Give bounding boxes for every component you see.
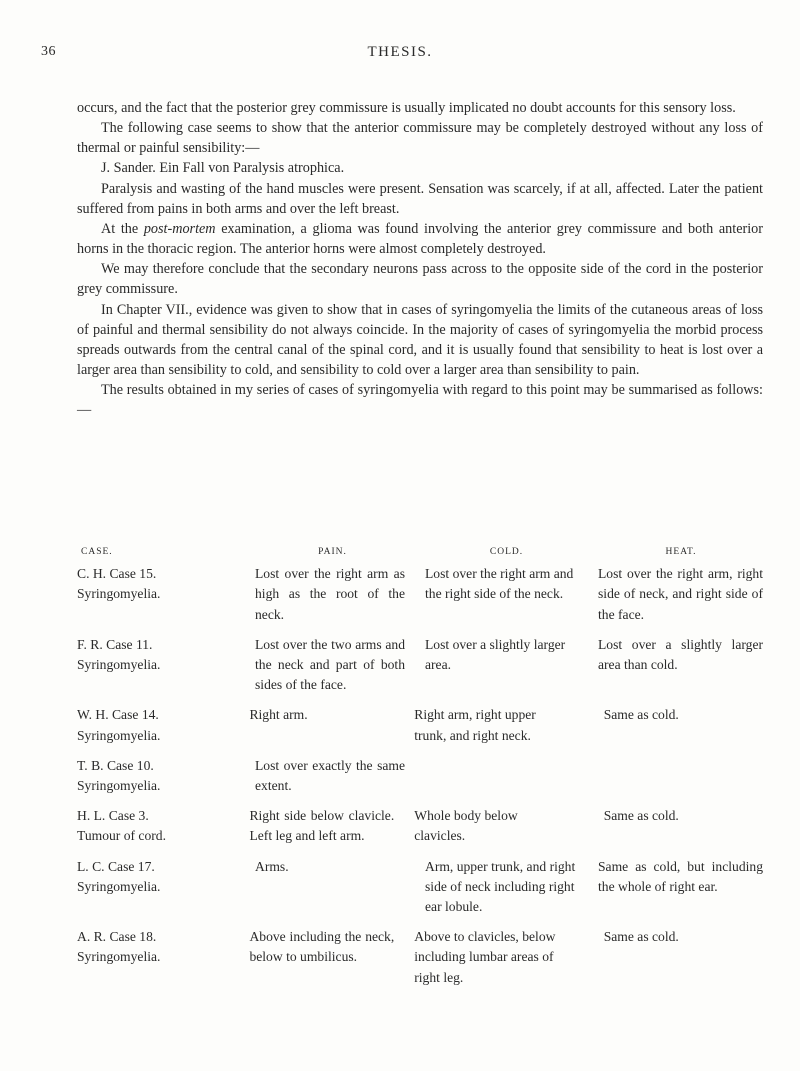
cold-cell: Right arm, right upper trunk, and right neck. — [414, 707, 536, 743]
cold-cell: Lost over the right arm and the right side of the neck. — [425, 566, 574, 602]
table-row — [77, 705, 763, 745]
italic-term: post-mortem — [143, 220, 216, 237]
case-id: T. B. Case 10. — [77, 757, 154, 773]
heat-cell — [598, 756, 763, 796]
case-cell — [77, 705, 231, 745]
table-row — [77, 756, 763, 796]
pain-cell: Right side below clavicle. Left leg and left arm. — [249, 808, 395, 844]
cold-cell: Above to clavicles, below including lumbar areas of right leg. — [414, 929, 556, 985]
heat-cell: Lost over a slightly larger area than cold. — [598, 636, 763, 673]
paragraph: We may therefore conclude that the secondary neurons pass across to the opposite side of the cord in the posterior grey commissure. — [77, 261, 763, 298]
heat-cell: Same as cold. — [603, 808, 679, 824]
paragraph: J. Sander. Ein Fall von Paralysis atrophica. — [101, 160, 345, 177]
heat-cell: Same as cold, but including the whole of right ear. — [598, 858, 763, 894]
results-table — [77, 542, 763, 998]
case-id: W. H. Case 14. — [77, 707, 159, 723]
case-id: L. C. Case 17. — [77, 858, 155, 874]
paragraph — [77, 219, 763, 259]
cold-cell: Arm, upper trunk, and right side of neck including right ear lobule. — [425, 858, 576, 915]
header-cold: COLD. — [489, 547, 524, 557]
case-id: C. H. Case 15. — [77, 566, 157, 582]
pain-cell: Right arm. — [249, 707, 308, 723]
case-cell — [77, 927, 231, 988]
case-cell — [77, 564, 237, 625]
case-id: H. L. Case 3. — [77, 808, 149, 824]
cold-cell — [425, 756, 585, 796]
paragraph: The following case seems to show that the anterior commissure may be completely destroyed without any loss of thermal or painful sensibility:— — [77, 120, 763, 157]
table-row — [77, 635, 763, 696]
heat-cell: Lost over the right arm, right side of neck, and right side of the face. — [598, 566, 763, 622]
case-diagnosis: Syringomyelia. — [77, 586, 161, 602]
case-diagnosis: Tumour of cord. — [77, 828, 166, 844]
case-diagnosis: Syringomyelia. — [77, 657, 161, 673]
paragraph: The results obtained in my series of cases of syringomyelia with regard to this point may be summarised as follows:— — [77, 382, 763, 419]
pain-cell: Lost over the right arm as high as the root of the neck. — [255, 566, 405, 622]
case-cell — [77, 756, 237, 796]
pain-cell: Arms. — [255, 858, 289, 874]
case-cell — [77, 857, 237, 918]
table-row — [77, 564, 763, 625]
paragraph: In Chapter VII., evidence was given to show that in cases of syringomyelia the limits of the cutaneous areas of loss of painful and thermal sensibility do not always coincide. In the majority of cases of syringomyelia the morbid process spreads outwards from the central canal of the spinal cord, and it is usually found that sensibility to heat is lost over a larger area than sensibility to cold, and sensibility to cold over a larger area than sensibility to pain. — [77, 301, 763, 379]
pain-cell: Above including the neck, below to umbilicus. — [249, 929, 395, 965]
case-diagnosis: Syringomyelia. — [77, 949, 161, 965]
paragraph-text: examination, a glioma was found involving the anterior grey commissure and both anterior horns in the thoracic region. The anterior horns were almost completely destroyed. — [77, 220, 763, 258]
table-row — [77, 806, 763, 846]
paragraph-text: At the — [101, 220, 144, 237]
running-head: THESIS. — [367, 44, 433, 60]
body-text — [77, 98, 763, 421]
case-diagnosis: Syringomyelia. — [77, 878, 161, 894]
heat-cell: Same as cold. — [603, 929, 679, 945]
case-diagnosis: Syringomyelia. — [77, 727, 161, 743]
case-id: F. R. Case 11. — [77, 636, 153, 652]
case-cell — [77, 806, 231, 846]
page-number: 36 — [41, 44, 56, 59]
table-row — [77, 927, 763, 988]
paragraph: occurs, and the fact that the posterior grey commissure is usually implicated no doubt accounts for this sensory loss. — [77, 100, 736, 116]
header-pain: PAIN. — [318, 547, 347, 557]
case-id: A. R. Case 18. — [77, 929, 157, 945]
case-diagnosis: Syringomyelia. — [77, 778, 161, 794]
table-row — [77, 857, 763, 918]
paragraph: Paralysis and wasting of the hand muscles were present. Sensation was scarcely, if at all, affected. Later the patient suffered from pains in both arms and over the left breast. — [77, 180, 763, 217]
pain-cell: Lost over exactly the same extent. — [255, 757, 405, 794]
heat-cell: Same as cold. — [603, 707, 679, 723]
case-cell — [77, 635, 237, 696]
pain-cell: Lost over the two arms and the neck and part of both sides of the face. — [255, 636, 405, 693]
cold-cell: Lost over a slightly larger area. — [425, 636, 566, 673]
page-header — [0, 44, 800, 66]
cold-cell: Whole body below clavicles. — [414, 808, 518, 844]
header-heat: HEAT. — [665, 547, 697, 557]
table-header — [77, 542, 763, 562]
header-case: CASE. — [81, 547, 113, 557]
